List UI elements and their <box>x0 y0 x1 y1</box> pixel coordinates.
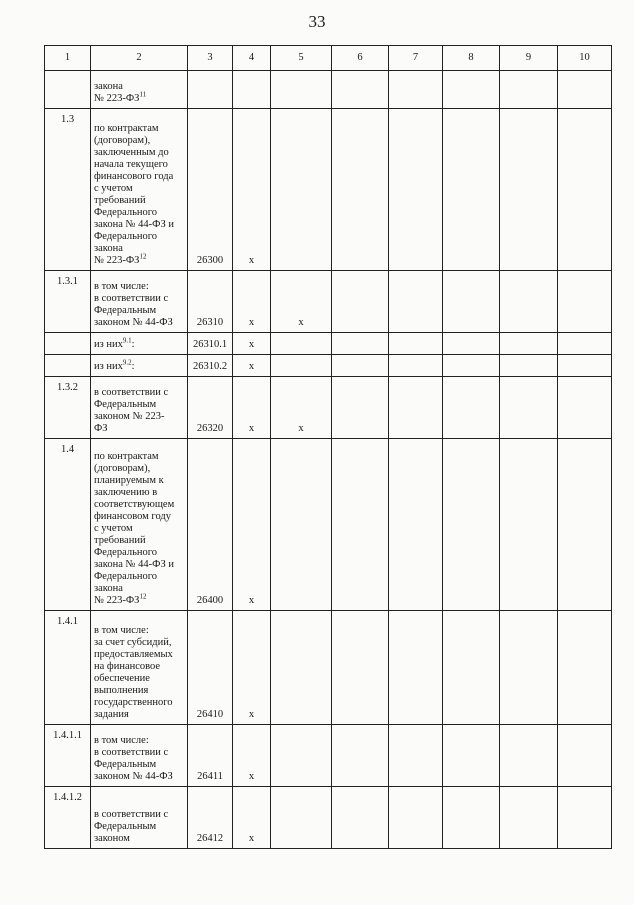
description-tail: : <box>131 361 135 372</box>
value-cell <box>233 71 271 109</box>
row-number: 1.4.1 <box>57 616 78 627</box>
empty-cell <box>389 611 443 725</box>
empty-cell <box>443 787 500 849</box>
column-header: 10 <box>558 46 612 71</box>
description-cell <box>91 109 188 271</box>
description-cell <box>91 725 188 787</box>
description-text: в том числе: в соответствии с Федеральным законом № 44-ФЗ <box>94 281 173 328</box>
value-cell <box>271 439 332 611</box>
line-code-cell <box>188 439 233 611</box>
description-cell <box>91 271 188 333</box>
line-code-cell <box>188 355 233 377</box>
empty-cell <box>443 355 500 377</box>
empty-cell <box>558 725 612 787</box>
description-cell <box>91 355 188 377</box>
row-number-cell <box>45 355 91 377</box>
description-cell <box>91 787 188 849</box>
value-cell <box>233 611 271 725</box>
value-cell <box>271 71 332 109</box>
empty-cell <box>332 355 389 377</box>
row-number: 1.3.1 <box>57 276 78 287</box>
line-code: 26320 <box>196 423 224 434</box>
row-number: 1.4.1.2 <box>53 792 82 803</box>
value-cell <box>233 109 271 271</box>
empty-cell <box>443 333 500 355</box>
empty-cell <box>500 439 558 611</box>
line-code-cell <box>188 333 233 355</box>
line-code: 26300 <box>196 255 224 266</box>
line-code: 26412 <box>196 833 224 844</box>
row-number-cell <box>45 333 91 355</box>
line-code-cell <box>188 109 233 271</box>
value-cell <box>271 109 332 271</box>
x-mark: x <box>248 423 255 434</box>
empty-cell <box>389 109 443 271</box>
empty-cell <box>558 439 612 611</box>
column-header: 1 <box>45 46 91 71</box>
x-mark: x <box>248 339 255 350</box>
value-cell <box>233 355 271 377</box>
empty-cell <box>500 725 558 787</box>
empty-cell <box>332 611 389 725</box>
row-number-cell <box>45 611 91 725</box>
row-number-cell <box>45 377 91 439</box>
value-cell <box>233 377 271 439</box>
empty-cell <box>332 439 389 611</box>
line-code-cell <box>188 71 233 109</box>
empty-cell <box>389 377 443 439</box>
empty-cell <box>500 377 558 439</box>
footnote-ref: 12 <box>139 592 147 601</box>
description-cell <box>91 439 188 611</box>
empty-cell <box>443 439 500 611</box>
value-cell <box>233 271 271 333</box>
description-cell <box>91 611 188 725</box>
description-text: из них <box>94 339 123 350</box>
description-text: закона № 223-ФЗ <box>94 81 140 104</box>
x-mark: x <box>298 423 304 434</box>
page-number: 33 <box>308 12 326 31</box>
row-number-cell <box>45 725 91 787</box>
empty-cell <box>500 109 558 271</box>
empty-cell <box>332 333 389 355</box>
table-header-row <box>45 46 612 71</box>
column-header: 3 <box>188 46 233 71</box>
empty-cell <box>558 611 612 725</box>
row-number-cell <box>45 109 91 271</box>
line-code: 26310.1 <box>192 339 228 350</box>
column-header: 6 <box>332 46 389 71</box>
line-code-cell <box>188 611 233 725</box>
line-code-cell <box>188 271 233 333</box>
x-mark: x <box>248 833 255 844</box>
line-code-cell <box>188 725 233 787</box>
footnote-ref: 12 <box>139 252 147 261</box>
empty-cell <box>558 787 612 849</box>
row-number-cell <box>45 439 91 611</box>
row-number-cell <box>45 71 91 109</box>
column-header: 4 <box>233 46 271 71</box>
x-mark: x <box>248 771 255 782</box>
empty-cell <box>500 71 558 109</box>
x-mark: x <box>248 255 255 266</box>
value-cell <box>271 725 332 787</box>
empty-cell <box>558 71 612 109</box>
line-code-cell <box>188 377 233 439</box>
table-row <box>45 787 612 849</box>
description-text: в соответствии с Федеральным законом № 223- ФЗ <box>94 387 169 434</box>
line-code: 26400 <box>196 595 224 606</box>
row-number-cell <box>45 787 91 849</box>
row-number: 1.4.1.1 <box>53 730 82 741</box>
empty-cell <box>443 377 500 439</box>
table-row <box>45 71 612 109</box>
empty-cell <box>500 333 558 355</box>
empty-cell <box>332 787 389 849</box>
column-header: 2 <box>91 46 188 71</box>
empty-cell <box>389 271 443 333</box>
column-header: 7 <box>389 46 443 71</box>
table-row <box>45 355 612 377</box>
x-mark: x <box>298 317 304 328</box>
empty-cell <box>558 109 612 271</box>
empty-cell <box>389 71 443 109</box>
empty-cell <box>443 71 500 109</box>
table-row <box>45 439 612 611</box>
empty-cell <box>332 725 389 787</box>
value-cell <box>271 355 332 377</box>
column-header: 5 <box>271 46 332 71</box>
line-code: 26410 <box>196 709 224 720</box>
value-cell <box>271 611 332 725</box>
line-code: 26310.2 <box>192 361 228 372</box>
row-number: 1.3 <box>60 114 75 125</box>
row-number-cell <box>45 271 91 333</box>
empty-cell <box>500 355 558 377</box>
empty-cell <box>389 725 443 787</box>
value-cell <box>233 725 271 787</box>
line-code-cell <box>188 787 233 849</box>
x-mark: x <box>248 709 255 720</box>
line-code: 26310 <box>196 317 224 328</box>
empty-cell <box>558 333 612 355</box>
empty-cell <box>389 355 443 377</box>
empty-cell <box>332 109 389 271</box>
table-row <box>45 377 612 439</box>
description-text: в том числе: в соответствии с Федеральным законом № 44-ФЗ <box>94 735 173 782</box>
value-cell <box>271 377 332 439</box>
row-number: 1.3.2 <box>57 382 78 393</box>
table-row <box>45 271 612 333</box>
row-number: 1.4 <box>60 444 75 455</box>
x-mark: x <box>248 317 255 328</box>
footnote-ref: 9.2 <box>122 358 132 367</box>
empty-cell <box>558 355 612 377</box>
description-text: по контрактам (договорам), заключенным до начала текущего финансового года с учетом требований Федерального закона № 44-ФЗ и Федерального закона № 223-ФЗ <box>94 123 174 266</box>
empty-cell <box>332 71 389 109</box>
empty-cell <box>500 611 558 725</box>
empty-cell <box>558 377 612 439</box>
empty-cell <box>443 725 500 787</box>
value-cell <box>271 787 332 849</box>
x-mark: x <box>248 361 255 372</box>
value-cell <box>233 333 271 355</box>
description-cell <box>91 71 188 109</box>
description-text: из них <box>94 361 123 372</box>
empty-cell <box>500 271 558 333</box>
description-text: по контрактам (договорам), планируемым к заключению в соответствующем финансовом году с учетом требований Федерального закона № 44-ФЗ и Федерального закона № 223-ФЗ <box>94 451 175 606</box>
empty-cell <box>332 271 389 333</box>
table-row <box>45 333 612 355</box>
description-tail: : <box>131 339 135 350</box>
description-cell <box>91 333 188 355</box>
footnote-ref: 9.1 <box>122 336 132 345</box>
description-cell <box>91 377 188 439</box>
description-text: в соответствии с Федеральным законом <box>94 809 169 844</box>
table-row <box>45 611 612 725</box>
empty-cell <box>443 611 500 725</box>
empty-cell <box>443 109 500 271</box>
column-header: 8 <box>443 46 500 71</box>
table-row <box>45 725 612 787</box>
empty-cell <box>389 439 443 611</box>
footnote-ref: 11 <box>139 90 147 99</box>
line-code: 26411 <box>197 771 223 782</box>
empty-cell <box>558 271 612 333</box>
description-text: в том числе: за счет субсидий, предоставляемых на финансовое обеспечение выполнения государственного задания <box>94 625 173 720</box>
empty-cell <box>389 787 443 849</box>
value-cell <box>271 333 332 355</box>
report-table <box>44 45 612 849</box>
empty-cell <box>332 377 389 439</box>
empty-cell <box>443 271 500 333</box>
table-row <box>45 109 612 271</box>
empty-cell <box>500 787 558 849</box>
column-header: 9 <box>500 46 558 71</box>
value-cell <box>233 787 271 849</box>
empty-cell <box>389 333 443 355</box>
value-cell <box>271 271 332 333</box>
value-cell <box>233 439 271 611</box>
x-mark: x <box>248 595 255 606</box>
